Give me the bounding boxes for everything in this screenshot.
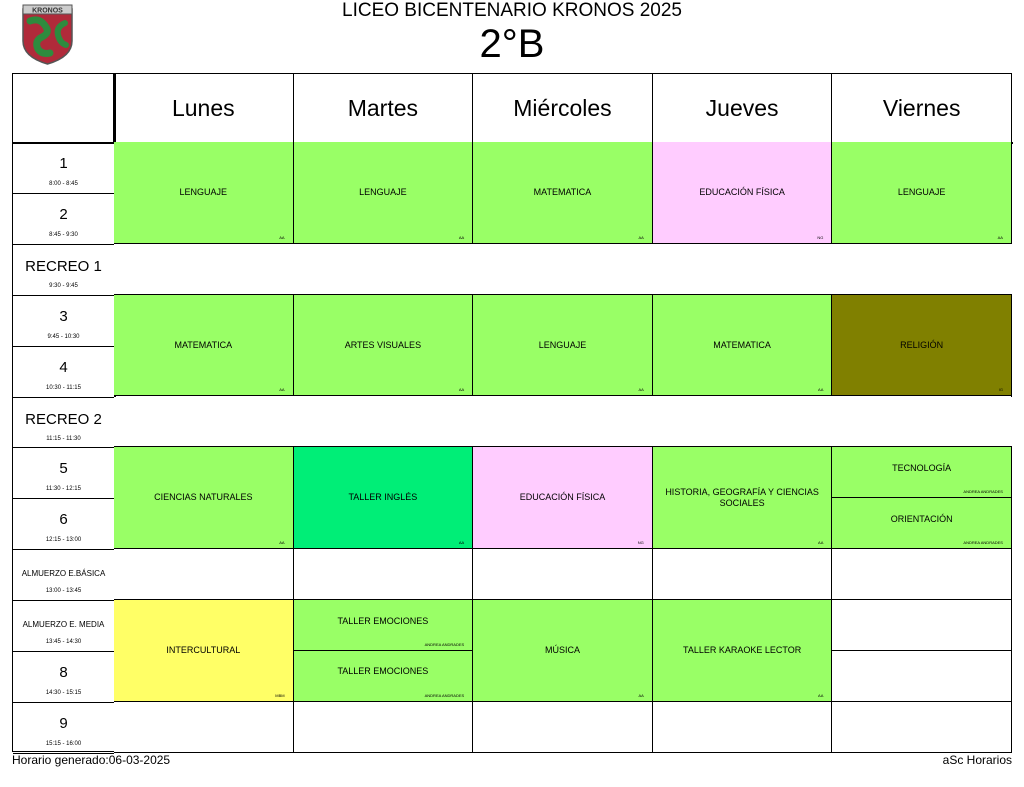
row-divider [13, 447, 114, 448]
row-divider [13, 193, 114, 194]
lesson-card[interactable] [473, 447, 653, 549]
empty-slot [294, 702, 474, 753]
corner-cell [13, 74, 114, 142]
lesson-card[interactable] [473, 142, 653, 244]
period-time: 9:30 - 9:45 [49, 282, 78, 289]
period-label: 4 [59, 358, 68, 376]
lesson-subject: EDUCACIÓN FÍSICA [519, 492, 606, 503]
lesson-card[interactable] [294, 600, 474, 651]
lesson-card[interactable] [294, 447, 474, 549]
lesson-subject: MATEMATICA [533, 186, 592, 197]
period-label: 3 [59, 307, 68, 325]
row-divider [13, 549, 114, 550]
school-title: LICEO BICENTENARIO KRONOS 2025 [342, 0, 682, 21]
lesson-card[interactable] [653, 447, 833, 549]
empty-slot [653, 702, 833, 753]
empty-slot [294, 549, 474, 600]
period-time: 10:30 - 11:15 [46, 384, 81, 391]
period-time: 15:15 - 16:00 [45, 740, 82, 747]
lesson-subject: ARTES VISUALES [344, 339, 422, 350]
lesson-teacher: AA [279, 540, 285, 546]
period-label: 9 [59, 714, 68, 732]
empty-slot [832, 600, 1012, 651]
lesson-subject: TALLER EMOCIONES [337, 615, 429, 626]
period-label: 8 [59, 664, 68, 681]
period-time: 13:45 - 14:30 [45, 639, 82, 646]
lesson-teacher: AA [818, 540, 824, 546]
empty-slot [114, 549, 294, 600]
timetable-grid [12, 73, 1012, 752]
lesson-teacher: AA [818, 692, 824, 698]
row-divider [13, 295, 114, 296]
lesson-card[interactable] [653, 142, 833, 244]
lesson-teacher: AA [818, 387, 824, 393]
lesson-subject: LENGUAJE [538, 339, 587, 350]
lesson-subject: TALLER KARAOKE LECTOR [682, 644, 802, 655]
empty-slot [832, 702, 1012, 753]
class-title: 2°B [479, 22, 545, 66]
lesson-card[interactable] [294, 142, 474, 244]
lesson-card[interactable] [473, 600, 653, 702]
row-divider [13, 651, 114, 652]
day-header: Miércoles [473, 74, 653, 142]
lesson-card[interactable] [653, 600, 833, 702]
lesson-subject: EDUCACIÓN FÍSICA [699, 186, 785, 197]
day-header: Viernes [832, 74, 1012, 142]
lesson-subject: MATEMATICA [174, 339, 233, 350]
lesson-teacher: AA [458, 234, 465, 240]
period-time: 14:30 - 15:15 [45, 690, 82, 696]
period-label: ALMUERZO E. MEDIA [22, 620, 105, 630]
lesson-teacher: AA [279, 387, 285, 393]
day-header: Jueves [653, 74, 833, 142]
lesson-card[interactable] [114, 447, 294, 549]
row-divider [13, 346, 114, 347]
period-label: 6 [59, 511, 68, 529]
period-time: 13:00 - 13:45 [45, 588, 82, 595]
lesson-subject: RELIGIÓN [900, 339, 944, 350]
lesson-card[interactable] [653, 295, 833, 397]
lesson-subject: MÚSICA [544, 644, 580, 655]
empty-slot [832, 549, 1012, 600]
lesson-subject: CIENCIAS NATURALES [154, 492, 253, 503]
period-label: 1 [59, 155, 68, 172]
break-row [114, 244, 1012, 295]
lesson-teacher: ANDREA ANDRADES [424, 641, 465, 647]
lesson-card[interactable] [294, 651, 474, 702]
period-label: 2 [59, 205, 68, 223]
lesson-teacher: ANDREA ANDRADES [963, 489, 1003, 495]
logo-text: KRONOS [32, 7, 63, 15]
lesson-card[interactable] [832, 447, 1012, 498]
period-time: 12:15 - 13:00 [45, 537, 82, 544]
lesson-teacher: NG [817, 234, 824, 240]
lesson-card[interactable] [473, 295, 653, 397]
lesson-card[interactable] [832, 142, 1012, 244]
lesson-subject: LENGUAJE [897, 186, 946, 197]
lesson-teacher: AA [638, 692, 644, 698]
lesson-teacher: AA [638, 234, 644, 240]
empty-slot [473, 702, 653, 753]
period-label: ALMUERZO E.BÁSICA [21, 569, 106, 579]
generated-date: Horario generado:06-03-2025 [12, 753, 171, 767]
period-time: 11:15 - 11:30 [46, 435, 81, 442]
empty-slot [114, 702, 294, 753]
lesson-card[interactable] [294, 295, 474, 397]
empty-slot [832, 651, 1012, 702]
period-label: 5 [59, 460, 68, 478]
break-row [114, 397, 1012, 448]
period-time: 9:45 - 10:30 [47, 333, 80, 340]
lesson-subject: TALLER EMOCIONES [337, 666, 429, 677]
lesson-teacher: AA [997, 234, 1003, 240]
brand-label: aSc Horarios [942, 753, 1012, 767]
lesson-subject: LENGUAJE [179, 186, 228, 197]
period-time: 8:45 - 9:30 [49, 231, 78, 238]
lesson-teacher: AA [458, 387, 465, 393]
row-divider [13, 397, 114, 398]
lesson-card[interactable] [114, 295, 294, 397]
lesson-subject: LENGUAJE [359, 186, 407, 197]
lesson-subject: TECNOLOGÍA [892, 462, 952, 473]
row-divider [13, 600, 114, 601]
lesson-teacher: ANDREA ANDRADES [424, 692, 465, 698]
period-time: 11:30 - 12:15 [46, 486, 81, 493]
empty-slot [653, 549, 833, 600]
period-time: 8:00 - 8:45 [49, 181, 78, 187]
empty-slot [473, 549, 653, 600]
lesson-teacher: MBM [275, 692, 285, 698]
lesson-card[interactable] [832, 498, 1012, 549]
day-header: Martes [294, 74, 474, 142]
lesson-teacher: IG [998, 387, 1003, 393]
row-divider [13, 244, 114, 245]
lesson-teacher: ANDREA ANDRADES [963, 540, 1003, 546]
lesson-subject: TALLER INGLÉS [348, 492, 418, 503]
lesson-teacher: AA [638, 387, 644, 393]
lesson-card[interactable] [114, 600, 294, 702]
row-divider [13, 702, 114, 703]
lesson-teacher: NG [637, 540, 644, 546]
row-divider [13, 498, 114, 499]
lesson-teacher: AA [279, 234, 285, 240]
lesson-card[interactable] [114, 142, 294, 244]
period-label: RECREO 2 [25, 410, 102, 428]
lesson-subject: HISTORIA, GEOGRAFÍA Y CIENCIAS SOCIALES [665, 486, 819, 508]
period-label: RECREO 1 [25, 257, 102, 275]
lesson-card[interactable] [832, 295, 1012, 397]
lesson-subject: ORIENTACIÓN [890, 513, 953, 524]
day-header: Lunes [114, 74, 294, 142]
lesson-subject: MATEMATICA [713, 339, 771, 350]
lesson-teacher: AA [458, 540, 465, 546]
lesson-subject: INTERCULTURAL [166, 644, 241, 655]
